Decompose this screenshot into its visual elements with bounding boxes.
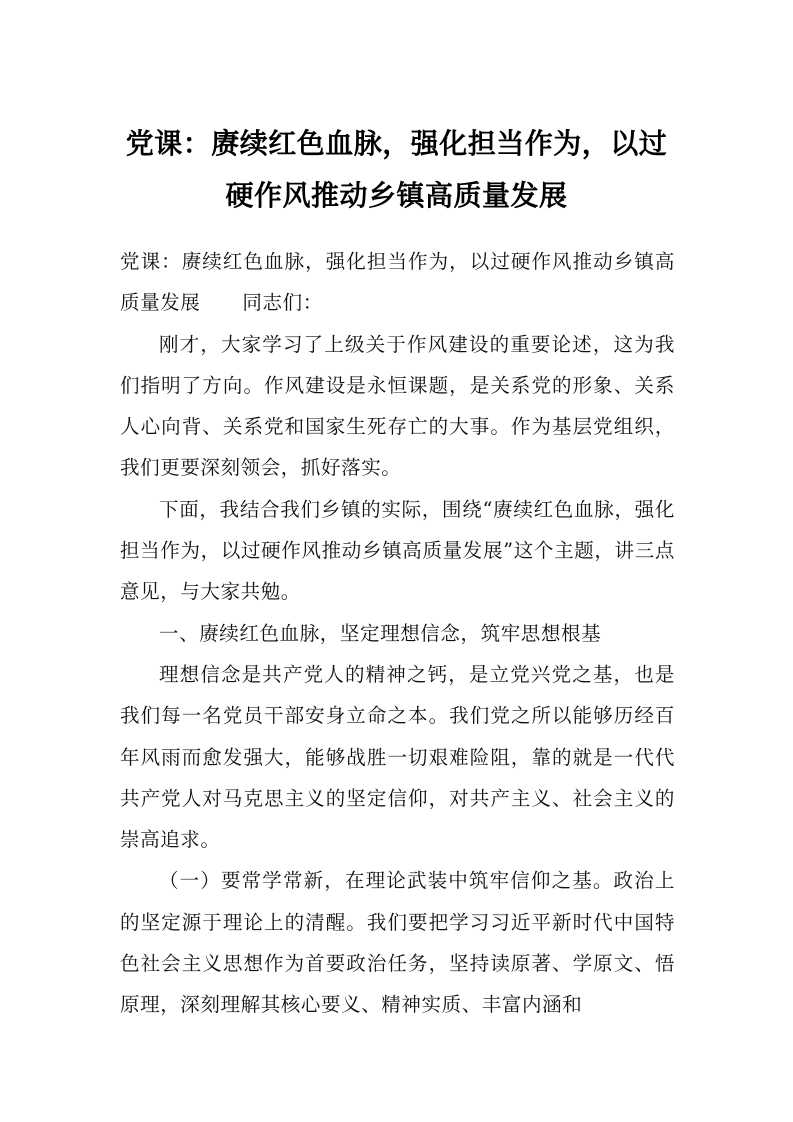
salutation: 同志们： xyxy=(242,291,323,315)
paragraph-ideals: 理想信念是共产党人的精神之钙，是立党兴党之基，也是我们每一名党员干部安身立命之本。我们党之所以能够历经百年风雨而愈发强大，能够战胜一切艰难险阻，靠的就是一代代共产党人对马克思主义的坚定信仰，对共产主义、社会主义的崇高追求。 xyxy=(120,662,675,852)
lead-paragraph xyxy=(120,241,675,324)
lead-title-text: 党课：赓续红色血脉，强化担当作为，以过硬作风推动乡镇高质量发展 xyxy=(120,250,675,315)
title-line-1: 党课：赓续红色血脉，强化担当作为，以过 xyxy=(125,127,668,160)
document-title xyxy=(100,118,693,222)
title-line-2: 硬作风推动乡镇高质量发展 xyxy=(225,179,568,212)
paragraph-subsection-1: （一）要常学常新，在理论武装中筑牢信仰之基。政治上的坚定源于理论上的清醒。我们要把学习习近平新时代中国特色社会主义思想作为首要政治任务，坚持读原著、学原文、悟原理，深刻理解其核心要义、精神实质、丰富内涵和 xyxy=(120,869,675,1017)
section-heading-1: 一、赓续红色血脉，坚定理想信念，筑牢思想根基 xyxy=(159,621,602,645)
paragraph-outline: 下面，我结合我们乡镇的实际，围绕“赓续红色血脉，强化担当作为，以过硬作风推动乡镇高质量发展”这个主题，讲三点意见，与大家共勉。 xyxy=(120,497,675,604)
document-body xyxy=(120,241,675,1026)
paragraph-intro: 刚才，大家学习了上级关于作风建设的重要论述，这为我们指明了方向。作风建设是永恒课题，是关系党的形象、关系人心向背、关系党和国家生死存亡的大事。作为基层党组织，我们更要深刻领会，抓好落实。 xyxy=(120,332,675,480)
